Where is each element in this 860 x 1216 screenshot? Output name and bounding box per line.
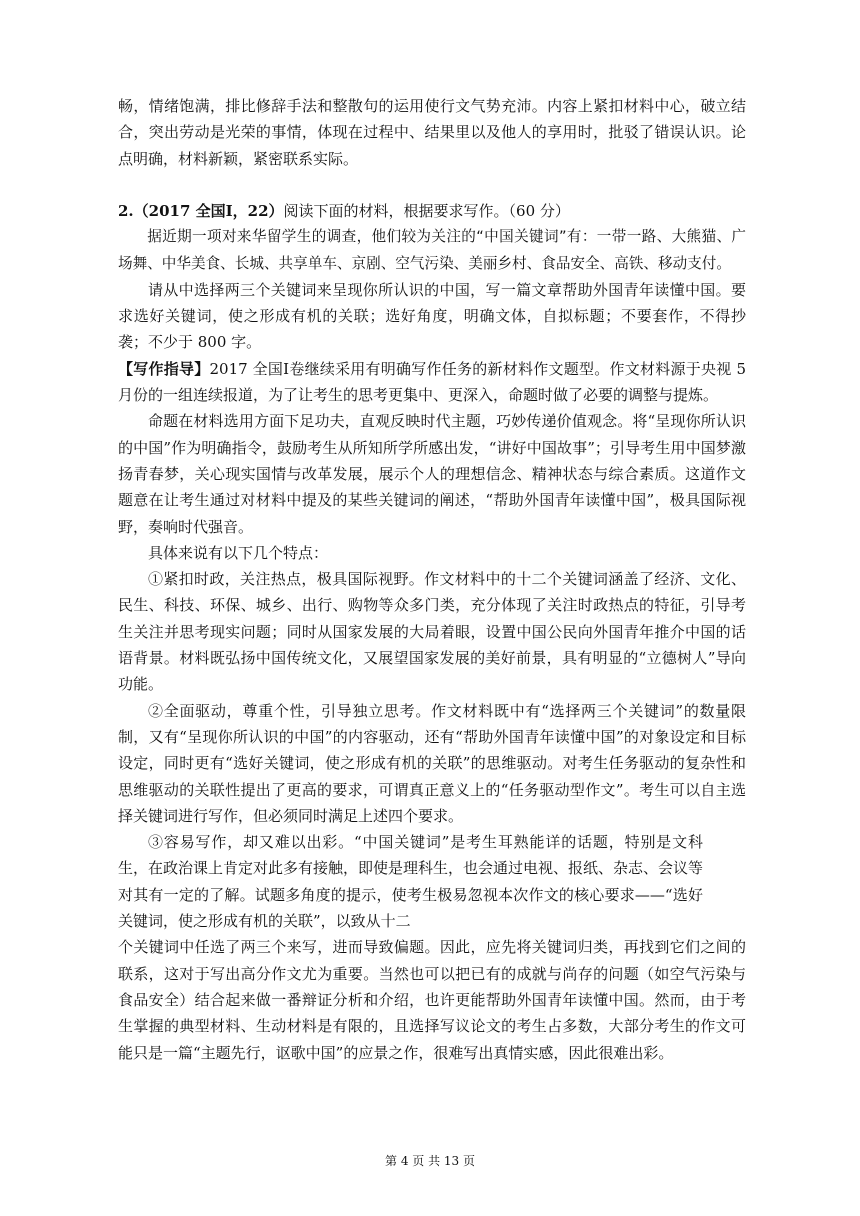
guidance-intro xyxy=(118,356,746,409)
page-footer: 第 4 页 共 13 页 xyxy=(385,1154,475,1168)
guidance-point-3b: 个关键词中任选了两三个来写，进而导致偏题。因此，应先将关键词归类，再找到它们之间的联系，这对于写出高分作文尤为重要。当然也可以把已有的成就与尚存的问题（如空气污染与食品安全）结合起来做一番辩证分析和介绍，也许更能帮助外国青年读懂中国。然而，由于考生掌握的典型材料、生动材料是有限的，且选择写议论文的考生占多数，大部分考生的作文可能只是一篇“主题先行，讴歌中国”的应景之作，很难写出真情实感，因此很难出彩。 xyxy=(118,938,746,1062)
guidance-label: 【写作指导】 xyxy=(118,359,210,378)
guidance-point-3a: ③容易写作，却又难以出彩。“中国关键词”是考生耳熟能详的话题，特别是文科生，在政治课上肯定对此多有接触，即使是理科生，也会通过电视、报纸、杂志、会议等对其有一定的了解。试题多角度的提示，使考生极易忽视本次作文的核心要求——“选好关键词，使之形成有机的关联”，以致从十二 xyxy=(118,833,704,931)
question-number: 2.（2017 全国Ⅰ，22） xyxy=(118,202,284,220)
guidance-point-1: ①紧扣时政，关注热点，极具国际视野。作文材料中的十二个关键词涵盖了经济、文化、民生、科技、环保、城乡、出行、购物等众多门类，充分体现了关注时政热点的特征，引导考生关注并思考现实问题；同时从国家发展的大局着眼，设置中国公民向外国青年推介中国的话语背景。材料既弘扬中国传统文化，又展望国家发展的美好前景，具有明显的“立德树人”导向功能。 xyxy=(118,570,746,694)
top-paragraph: 畅，情绪饱满，排比修辞手法和整散句的运用使行文气势充沛。内容上紧扣材料中心，破立结合，突出劳动是光荣的事情，体现在过程中、结果里以及他人的享用时，批驳了错误认识。论点明确，材料新颖，紧密联系实际。 xyxy=(118,97,746,168)
question-heading xyxy=(118,198,746,224)
continuation-paragraph xyxy=(118,93,746,172)
question-instruction: 阅读下面的材料，根据要求写作。（60 分） xyxy=(283,202,570,220)
question-material: 据近期一项对来华留学生的调查，他们较为关注的“中国关键词”有：一带一路、大熊猫、广场舞、中华美食、长城、共享单车、京剧、空气污染、美丽乡村、食品安全、高铁、移动支付。 xyxy=(118,228,746,272)
guidance-paragraph-3: 具体来说有以下几个特点： xyxy=(148,543,329,562)
question-block xyxy=(118,198,746,1066)
guidance-intro-text: 2017 全国Ⅰ卷继续采用有明确写作任务的新材料作文题型。作文材料源于央视 5 月份的一组连续报道，为了让考生的思考更集中、更深入，命题时做了必要的调整与提炼。 xyxy=(118,359,746,405)
guidance-paragraph-2: 命题在材料选用方面下足功夫，直观反映时代主题，巧妙传递价值观念。将“呈现你所认识的中国”作为明确指令，鼓励考生从所知所学所感出发，“讲好中国故事”；引导考生用中国梦激扬青春梦，关心现实国情与改革发展，展示个人的理想信念、精神状态与综合素质。这道作文题意在让考生通过对材料中提及的某些关键词的阐述，“帮助外国青年读懂中国”，极具国际视野，奏响时代强音。 xyxy=(118,412,746,536)
guidance-point-2: ②全面驱动，尊重个性，引导独立思考。作文材料既中有“选择两三个关键词”的数量限制，又有“呈现你所认识的中国”的内容驱动，还有“帮助外国青年读懂中国”的对象设定和目标设定，同时更有“选好关键词，使之形成有机的关联”的思维驱动。对考生任务驱动的复杂性和思维驱动的关联性提出了更高的要求，可谓真正意义上的“任务驱动型作文”。考生可以自主选择关键词进行写作，但必须同时满足上述四个要求。 xyxy=(118,701,746,825)
question-requirement: 请从中选择两三个关键词来呈现你所认识的中国，写一篇文章帮助外国青年读懂中国。要求选好关键词，使之形成有机的关联；选好角度，明确文体，自拟标题；不要套作，不得抄袭；不少于 800 字。 xyxy=(118,280,746,352)
